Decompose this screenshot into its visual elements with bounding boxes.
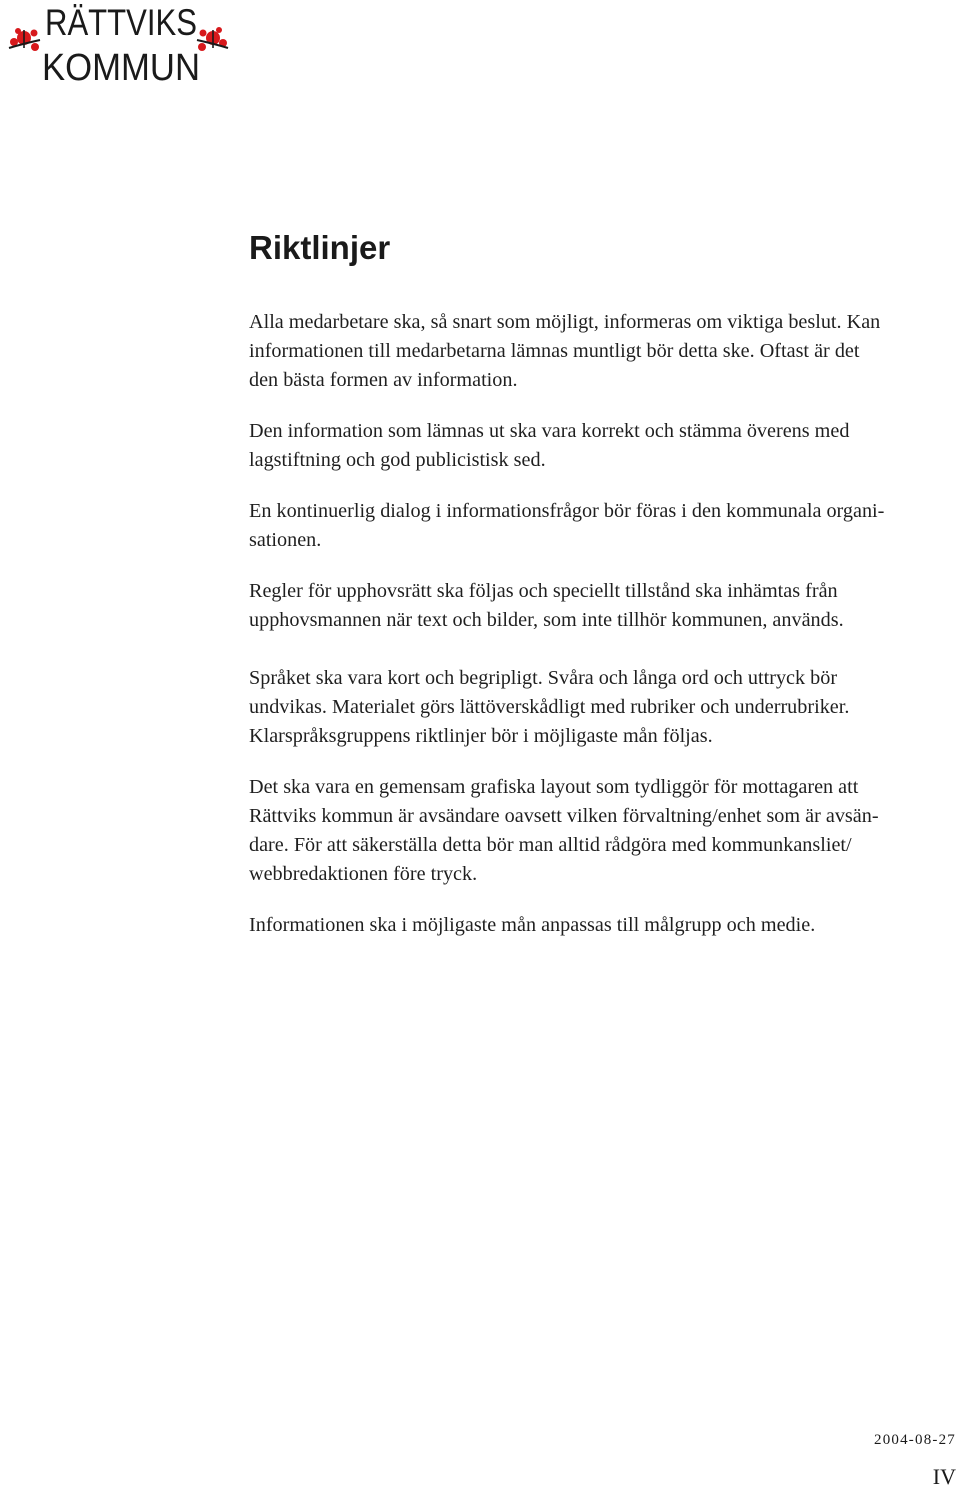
rattviks-kommun-logo [4,0,230,86]
paragraph [249,773,959,889]
paragraph [249,497,959,555]
paragraph [249,664,959,751]
document-date: 2004-08-27 [874,1432,956,1448]
paragraph-line: Regler för upphovsrätt ska följas och speciellt tillstånd ska inhämtas från [249,580,838,602]
logo-line-2: KOMMUN [42,47,200,86]
left-flower-ornament [9,28,40,51]
paragraph-line: webbredaktionen före tryck. [249,863,478,885]
paragraph-line: undvikas. Materialet görs lättöverskådligt med rubriker och underrubriker. [249,696,850,718]
paragraph-line: informationen till medarbetarna lämnas muntligt bör detta ske. Oftast är det [249,340,860,362]
paragraph-line: Det ska vara en gemensam grafiska layout som tydliggör för mottagaren att [249,776,859,798]
paragraph-line: den bästa formen av information. [249,369,518,391]
paragraph [249,911,959,940]
page-number: IV [932,1464,956,1489]
paragraph-line: lagstiftning och god publicistisk sed. [249,449,546,471]
right-flower-ornament [197,27,228,51]
paragraph [249,577,959,635]
paragraph-line: Rättviks kommun är avsändare oavsett vilken förvaltning/enhet som är avsän- [249,805,879,827]
paragraph-line: sationen. [249,529,322,551]
logo-graphic [4,0,230,86]
paragraph-line: Informationen ska i möjligaste mån anpassas till målgrupp och medie. [249,914,816,936]
paragraph-line: upphovsmannen när text och bilder, som inte tillhör kommunen, används. [249,609,844,631]
paragraph-line: dare. För att säkerställa detta bör man alltid rådgöra med kommunkansliet/ [249,834,852,856]
page-heading: Riktlinjer [249,229,391,266]
guidelines-body [249,308,959,940]
paragraph-line: Den information som lämnas ut ska vara korrekt och stämma överens med [249,420,850,442]
logo-line-1: RÄTTVIKS [45,2,197,43]
paragraph-line: En kontinuerlig dialog i informationsfrågor bör föras i den kommunala organi- [249,500,885,522]
paragraph [249,417,959,475]
paragraph-line: Klarspråksgruppens riktlinjer bör i möjligaste mån följas. [249,725,713,747]
paragraph [249,308,959,395]
paragraph-line: Språket ska vara kort och begripligt. Svåra och långa ord och uttryck bör [249,667,838,689]
paragraph-line: Alla medarbetare ska, så snart som möjligt, informeras om viktiga beslut. Kan [249,311,881,333]
